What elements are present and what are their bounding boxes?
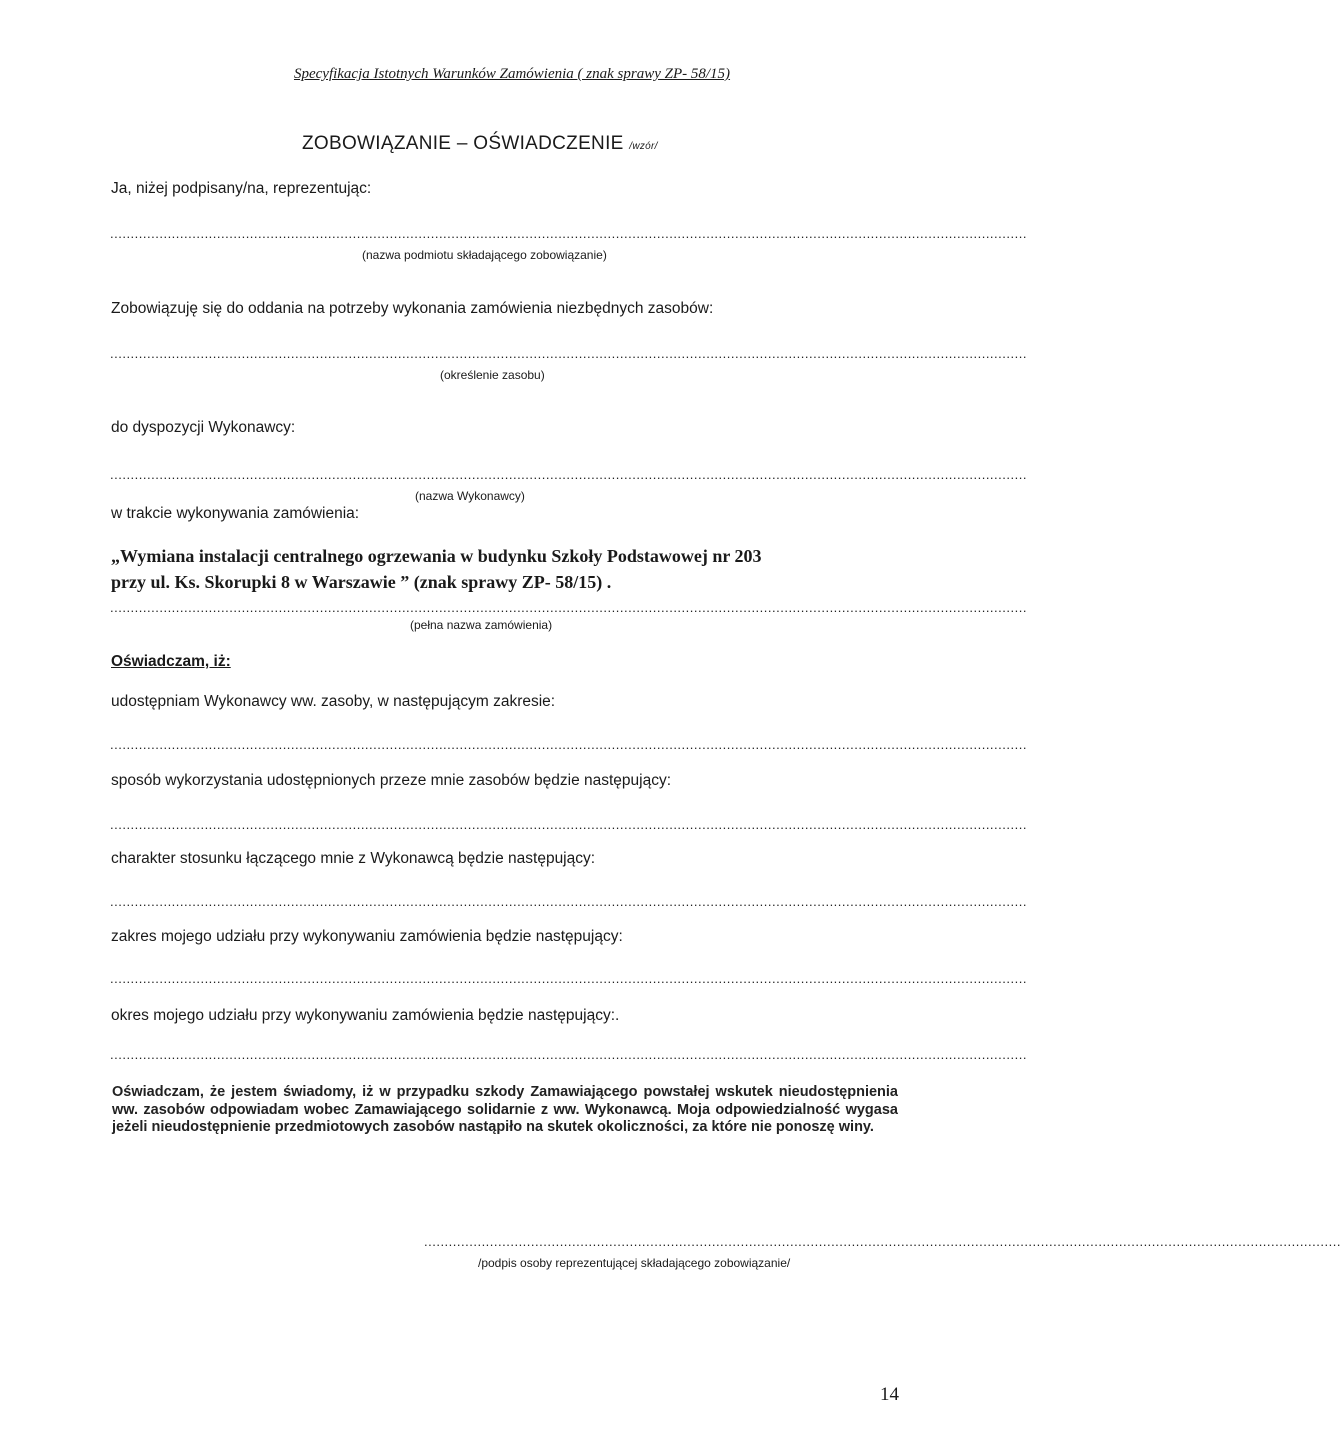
signature-fill-line[interactable]: ............................................................................................................................................................................................................................... xyxy=(424,1234,1341,1249)
participation-period-fill-line[interactable]: ............................................................................................................................................................................................................................... xyxy=(110,1047,1027,1062)
document-title xyxy=(302,133,658,155)
order-fill-line[interactable]: ............................................................................................................................................................................................................................... xyxy=(110,600,1027,615)
participation-scope-fill-line[interactable]: ............................................................................................................................................................................................................................... xyxy=(110,971,1027,986)
contractor-fill-line[interactable]: ............................................................................................................................................................................................................................... xyxy=(110,467,1027,482)
order-name-line2: przy ul. Ks. Skorupki 8 w Warszawie ” (znak sprawy ZP- 58/15) . xyxy=(111,572,612,592)
declare-heading: Oświadczam, iż: xyxy=(111,653,231,670)
liability-paragraph: Oświadczam, że jestem świadomy, iż w przypadku szkody Zamawiającego powstałej wskutek nieudostępnienia ww. zasobów odpowiadam wobec Zamawiającego solidarnie z ww. Wykonawcą. Moja odpowiedzialność wygasa jeżeli nieudostępnienie przedmiotowych zasobów nastąpiło na skutek okoliczności, za które nie ponoszę winy. xyxy=(112,1084,898,1135)
resource-fill-line[interactable]: ............................................................................................................................................................................................................................... xyxy=(110,346,1027,361)
document-header: Specyfikacja Istotnych Warunków Zamówienia ( znak sprawy ZP- 58/15) xyxy=(293,66,731,82)
caption-order: (pełna nazwa zamówienia) xyxy=(410,618,553,632)
intro-text: Ja, niżej podpisany/na, reprezentując: xyxy=(111,180,372,197)
scope-fill-line[interactable]: ............................................................................................................................................................................................................................... xyxy=(110,737,1027,752)
commit-text: Zobowiązuję się do oddania na potrzeby wykonania zamówienia niezbędnych zasobów: xyxy=(111,300,714,317)
item-participation-period: okres mojego udziału przy wykonywaniu zamówienia będzie następujący:. xyxy=(111,1007,620,1024)
disposal-text: do dyspozycji Wykonawcy: xyxy=(111,419,296,436)
item-usage: sposób wykorzystania udostępnionych przeze mnie zasobów będzie następujący: xyxy=(111,772,672,789)
caption-entity: (nazwa podmiotu składającego zobowiązanie) xyxy=(362,248,607,262)
page-number: 14 xyxy=(880,1384,899,1405)
item-scope: udostępniam Wykonawcy ww. zasoby, w następującym zakresie: xyxy=(111,693,556,710)
signature-caption: /podpis osoby reprezentującej składającego zobowiązanie/ xyxy=(478,1256,791,1270)
title-suffix: /wzór/ xyxy=(629,141,658,152)
caption-contractor: (nazwa Wykonawcy) xyxy=(415,489,525,503)
item-participation-scope: zakres mojego udziału przy wykonywaniu zamówienia będzie następujący: xyxy=(111,928,623,945)
order-name-line1: „Wymiana instalacji centralnego ogrzewania w budynku Szkoły Podstawowej nr 203 xyxy=(111,546,762,566)
title-main: ZOBOWIĄZANIE – OŚWIADCZENIE xyxy=(302,133,624,154)
usage-fill-line[interactable]: ............................................................................................................................................................................................................................... xyxy=(110,817,1027,832)
caption-resource: (określenie zasobu) xyxy=(440,368,545,382)
item-relationship: charakter stosunku łączącego mnie z Wykonawcą będzie następujący: xyxy=(111,850,596,867)
relationship-fill-line[interactable]: ............................................................................................................................................................................................................................... xyxy=(110,894,1027,909)
entity-fill-line[interactable]: ............................................................................................................................................................................................................................... xyxy=(110,226,1027,241)
during-text: w trakcie wykonywania zamówienia: xyxy=(111,505,360,522)
